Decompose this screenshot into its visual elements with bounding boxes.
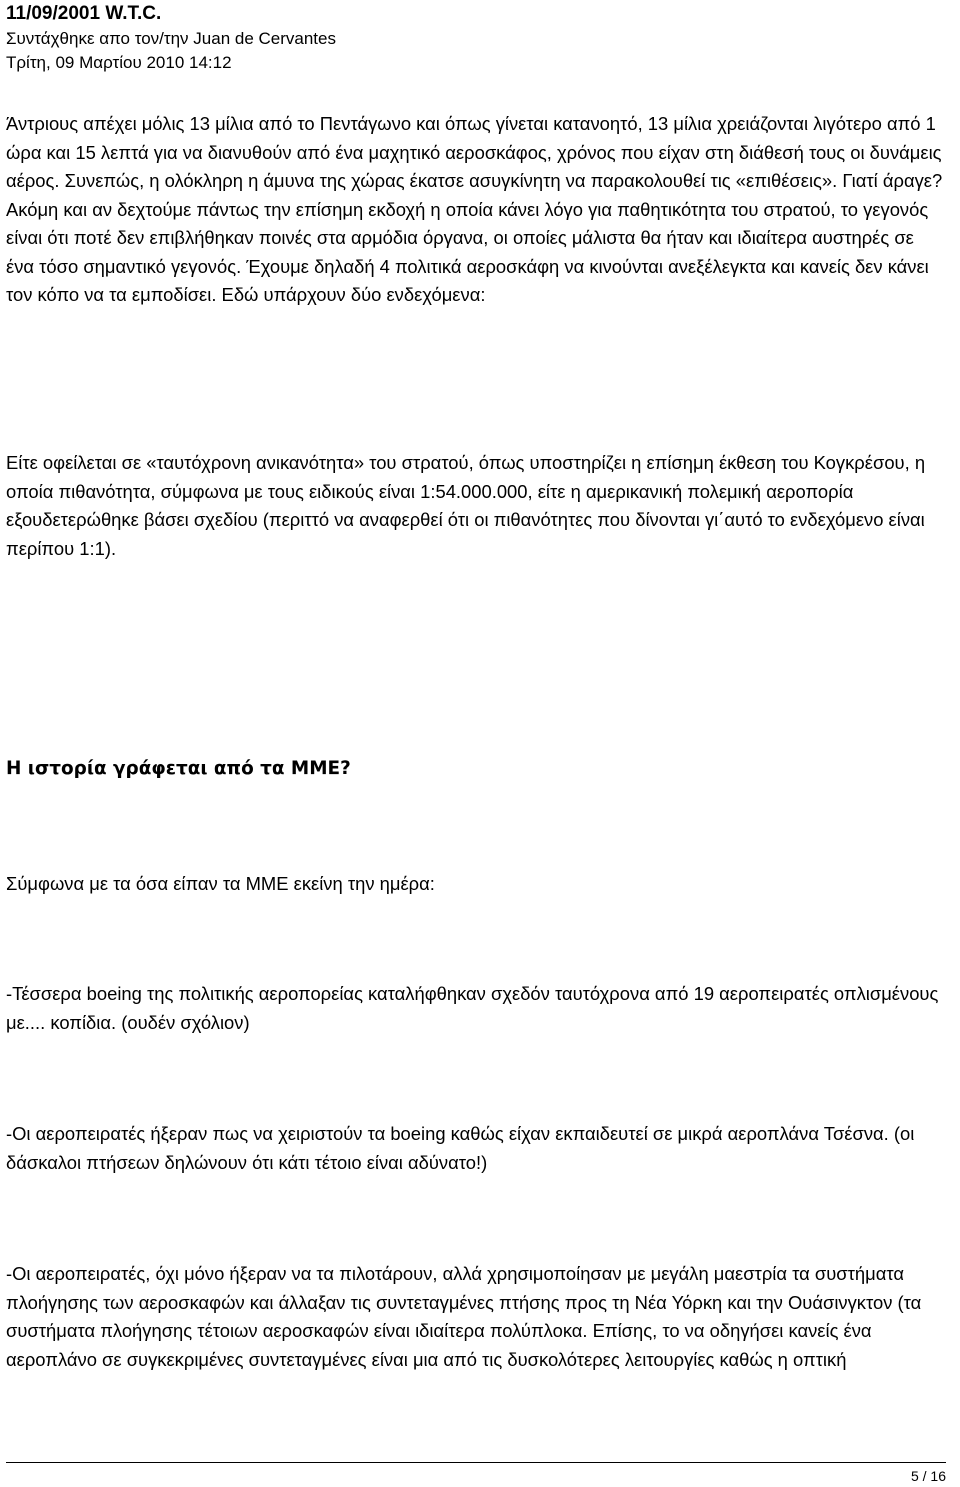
paragraph-2: Είτε οφείλεται σε «ταυτόχρονη ανικανότητα» του στρατού, όπως υποστηρίζει η επίσημη έκθεση του Κογκρέσου, η οποία πιθανότητα, σύμφωνα με τους ειδικούς είναι 1:54.000.000, είτε η αμερικανική πολεμική αεροπορία εξουδετερώθηκε βάσει σχεδίου (περιττό να αναφερθεί ότι οι πιθανότητες που δίνονται γι΄αυτό το ενδεχόμενο είναι περίπου 1:1). (6, 452, 926, 559)
paragraph-3: Σύμφωνα με τα όσα είπαν τα ΜΜΕ εκείνη την ημέρα: (6, 873, 435, 894)
article-header (6, 0, 946, 75)
paragraph-5: -Οι αεροπειρατές ήξεραν πως να χειριστούν τα boeing καθώς είχαν εκπαιδευτεί σε μικρά αεροπλάνα Τσέσνα. (οι δάσκαλοι πτήσεων δηλώνουν ότι κάτι τέτοιο είναι αδύνατο!) (6, 1123, 915, 1173)
paragraph-4: -Τέσσερα boeing της πολιτικής αεροπορείας καταλήφθηκαν σχεδόν ταυτόχρονα από 19 αεροπειρατές οπλισμένους με.... κοπίδια. (ουδέν σχόλιον) (6, 983, 939, 1033)
section-heading: Η ιστορία γράφεται από τα ΜΜΕ? (6, 758, 351, 779)
date-line: Τρίτη, 09 Μαρτίου 2010 14:12 (6, 53, 232, 72)
paragraph-1: Άντριους απέχει μόλις 13 μίλια από το Πεντάγωνο και όπως γίνεται κατανοητό, 13 μίλια χρειάζονται λιγότερο από 1 ώρα και 15 λεπτά για να διανυθούν από ένα μαχητικό αεροσκάφος, χρόνος που είχαν στη διάθεσή τους οι δυνάμεις αέρος. Συνεπώς, η ολόκληρη η άμυνα της χώρας έκατσε ασυγκίνητη να παρακολουθεί τις «επιθέσεις». Γιατί άραγε? Ακόμη και αν δεχτούμε πάντως την επίσημη εκδοχή η οποία κάνει λόγο για παθητικότητα του στρατού, το γεγονός είναι ότι ποτέ δεν επιβλήθηκαν ποινές στα αρμόδια όργανα, οι οποίες μάλιστα θα ήταν και ιδιαίτερα αυστηρές σε ένα τόσο σημαντικό γεγονός. Έχουμε δηλαδή 4 πολιτικά αεροσκάφη να κινούνται ανεξέλεγκτα και κανείς δεν κάνει τον κόπο να τα εμποδίσει. Εδώ υπάρχουν δύο ενδεχόμενα: (6, 113, 943, 305)
paragraph-6: -Οι αεροπειρατές, όχι μόνο ήξεραν να τα πιλοτάρουν, αλλά χρησιμοποίησαν με μεγάλη μαεστρία τα συστήματα πλοήγησης των αεροσκαφών και άλλαξαν τις συντεταγμένες πτήσης προς τη Νέα Υόρκη και την Ουάσινγκτον (τα συστήματα πλοήγησης τέτοιων αεροσκαφών είναι ιδιαίτερα πολύπλοκα. Επίσης, το να οδηγήσει κανείς ένα αεροπλάνο σε συγκεκριμένες συντεταγμένες είναι μια από τις δυσκολότερες λειτουργίες καθώς η οπτική (6, 1263, 922, 1370)
footer-divider (6, 1462, 946, 1463)
article-title: 11/09/2001 W.T.C. (6, 3, 162, 24)
author-line: Συντάχθηκε απο τον/την Juan de Cervantes (6, 29, 336, 48)
page-number: 5 / 16 (910, 1468, 946, 1484)
